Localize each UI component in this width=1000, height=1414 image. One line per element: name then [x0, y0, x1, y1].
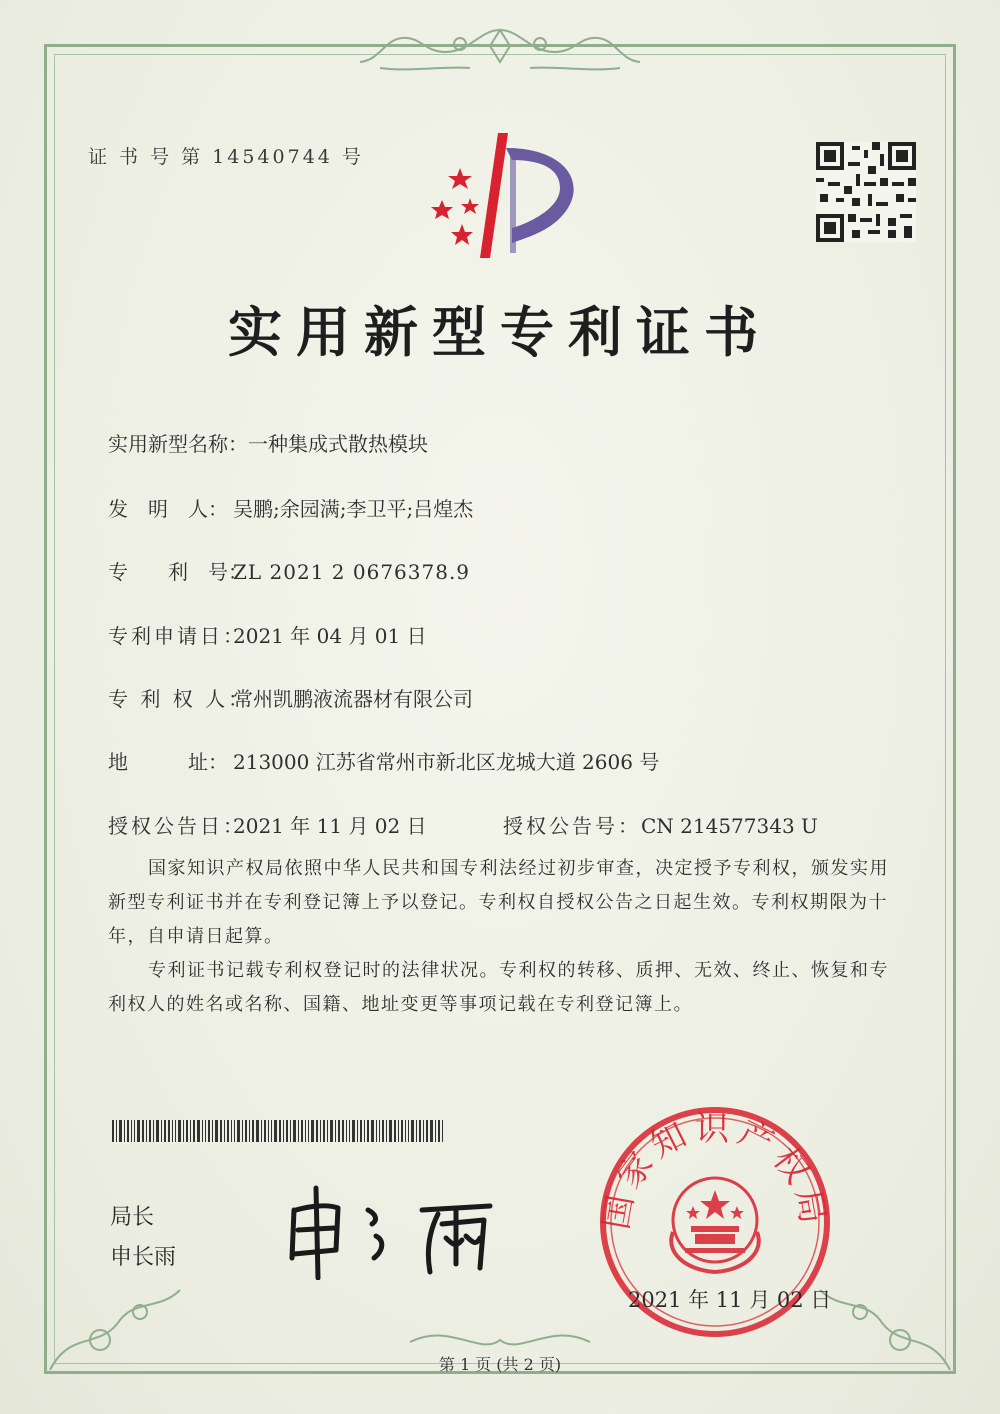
- grant-date-label: 授权公告日：: [108, 814, 246, 838]
- statement-paragraph-2: 专利证书记载专利权登记时的法律状况。专利权的转移、质押、无效、终止、恢复和专利权人的姓名或名称、国籍、地址变更等事项记载在专利登记簿上。: [108, 960, 889, 1015]
- patent-number-label: 专 利 号：: [108, 560, 248, 584]
- grant-number-value: CN 214577343 U: [641, 814, 818, 838]
- certificate-number: 证 书 号 第 14540744 号: [88, 146, 364, 168]
- certificate-title: 实用新型专利证书: [228, 300, 772, 364]
- grant-number-row: [503, 810, 818, 839]
- signer-title: 局长: [110, 1205, 155, 1230]
- patent-logo-icon: [420, 128, 590, 263]
- address-value: 213000 江苏省常州市新北区龙城大道 2606 号: [233, 750, 660, 774]
- top-ornament-icon: [340, 22, 660, 82]
- grant-number-label: 授权公告号：: [503, 814, 641, 838]
- page-number: 第 1 页 (共 2 页): [438, 1355, 562, 1374]
- filing-date-value: 2021 年 04 月 01 日: [233, 624, 427, 648]
- seal-text: 国家知识产权局: [596, 1109, 834, 1233]
- filing-date-label: 专利申请日：: [108, 624, 246, 648]
- patentee-value: 常州凯鹏液流器材有限公司: [233, 687, 473, 711]
- grant-date-row: [108, 810, 427, 839]
- statement-paragraph-1: 国家知识产权局依照中华人民共和国专利法经过初步审查，决定授予专利权，颁发实用新型专利证书并在专利登记簿上予以登记。专利权自授权公告之日起生效。专利权期限为十年，自申请日起算。: [108, 858, 889, 947]
- inventor-row: [108, 493, 473, 522]
- signature-icon: [280, 1180, 520, 1280]
- utility-model-name-row: [108, 428, 428, 457]
- utility-model-name-value: 一种集成式散热模块: [248, 432, 428, 456]
- inventor-value: 吴鹏;余园满;李卫平;吕煌杰: [233, 497, 474, 521]
- patent-number-row: [108, 556, 470, 585]
- seal-date: 2021 年 11 月 02 日: [628, 1288, 832, 1312]
- grant-date-value: 2021 年 11 月 02 日: [233, 814, 427, 838]
- address-row: [108, 746, 659, 775]
- inventor-label: 发 明 人：: [108, 497, 228, 521]
- qr-code-icon: [816, 142, 916, 242]
- filing-date-row: [108, 620, 427, 649]
- svg-text:国家知识产权局: [596, 1109, 833, 1232]
- patentee-row: [108, 683, 473, 712]
- address-label: 地 址：: [108, 750, 228, 774]
- patent-number-value: ZL 2021 2 0676378.9: [233, 560, 471, 584]
- barcode-icon: [112, 1120, 492, 1142]
- signer-name: 申长雨: [110, 1245, 177, 1270]
- utility-model-name-label: 实用新型名称：: [108, 432, 248, 456]
- patentee-label: 专 利 权 人：: [108, 687, 252, 711]
